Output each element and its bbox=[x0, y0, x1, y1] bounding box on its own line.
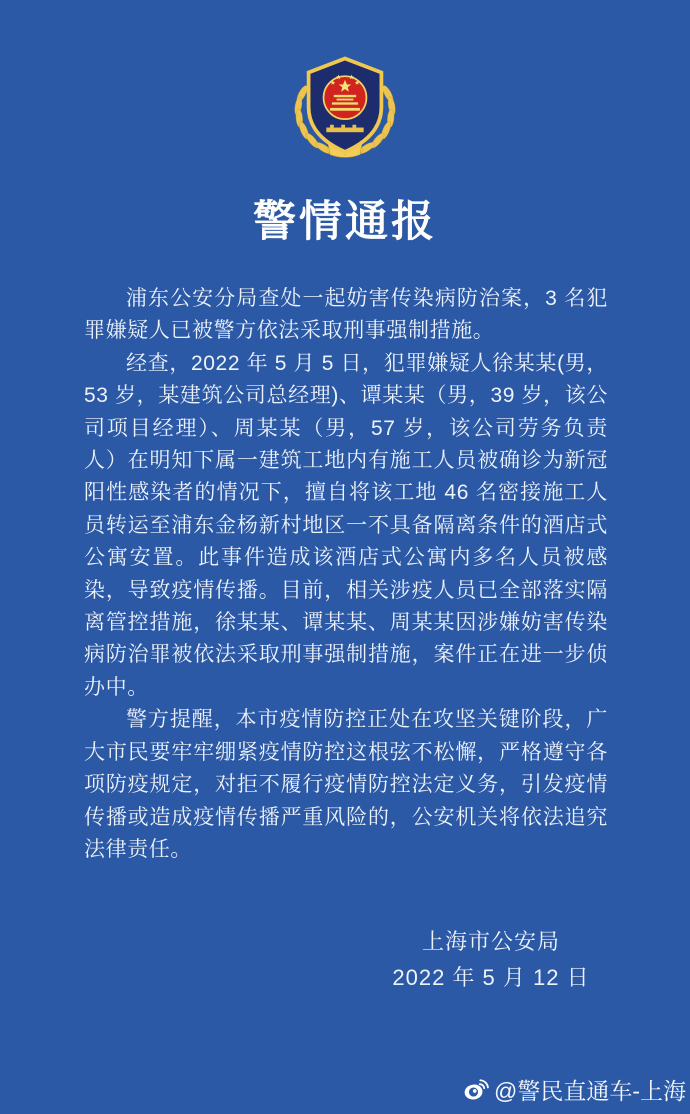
notice-body bbox=[84, 283, 608, 866]
police-badge-icon bbox=[289, 54, 401, 160]
weibo-account: @警民直通车-上海 bbox=[493, 1078, 686, 1104]
notice-paragraph-1: 浦东公安分局查处一起妨害传染病防治案，3 名犯罪嫌疑人已被警方依法采取刑事强制措施。 bbox=[84, 287, 608, 343]
issue-date: 2022 年 5 月 12 日 bbox=[392, 965, 590, 990]
notice-paragraph-3: 警方提醒，本市疫情防控正处在攻坚关键阶段，广大市民要牢牢绷紧疫情防控这根弦不松懈，严格遵守各项防疫规定，对拒不履行疫情防控法定义务，引发疫情传播或造成疫情传播严重风险的，公安机关将依法追究法律责任。 bbox=[84, 708, 608, 861]
issuer-name: 上海市公安局 bbox=[421, 929, 560, 954]
weibo-icon bbox=[463, 1079, 489, 1101]
notice-paragraph-2: 经查，2022 年 5 月 5 日，犯罪嫌疑人徐某某(男，53 岁，某建筑公司总经理)、谭某某（男，39 岁，该公司项目经理）、周某某（男，57 岁，该公司劳务负责人）在明知下属一建筑工地内有施工人员被确诊为新冠阳性感染者的情况下，擅自将该工地 46 名密接施工人员转运至浦东金杨新村地区一不具备隔离条件的酒店式公寓安置。此事件造成该酒店式公寓内多名人员被感染，导致疫情传播。目前，相关涉疫人员已全部落实隔离管控措施，徐某某、谭某某、周某某因涉嫌妨害传染病防治罪被依法采取刑事强制措施，案件正在进一步侦办中。 bbox=[84, 351, 608, 699]
notice-title: 警情通报 bbox=[253, 198, 437, 246]
weibo-watermark bbox=[463, 1073, 686, 1106]
